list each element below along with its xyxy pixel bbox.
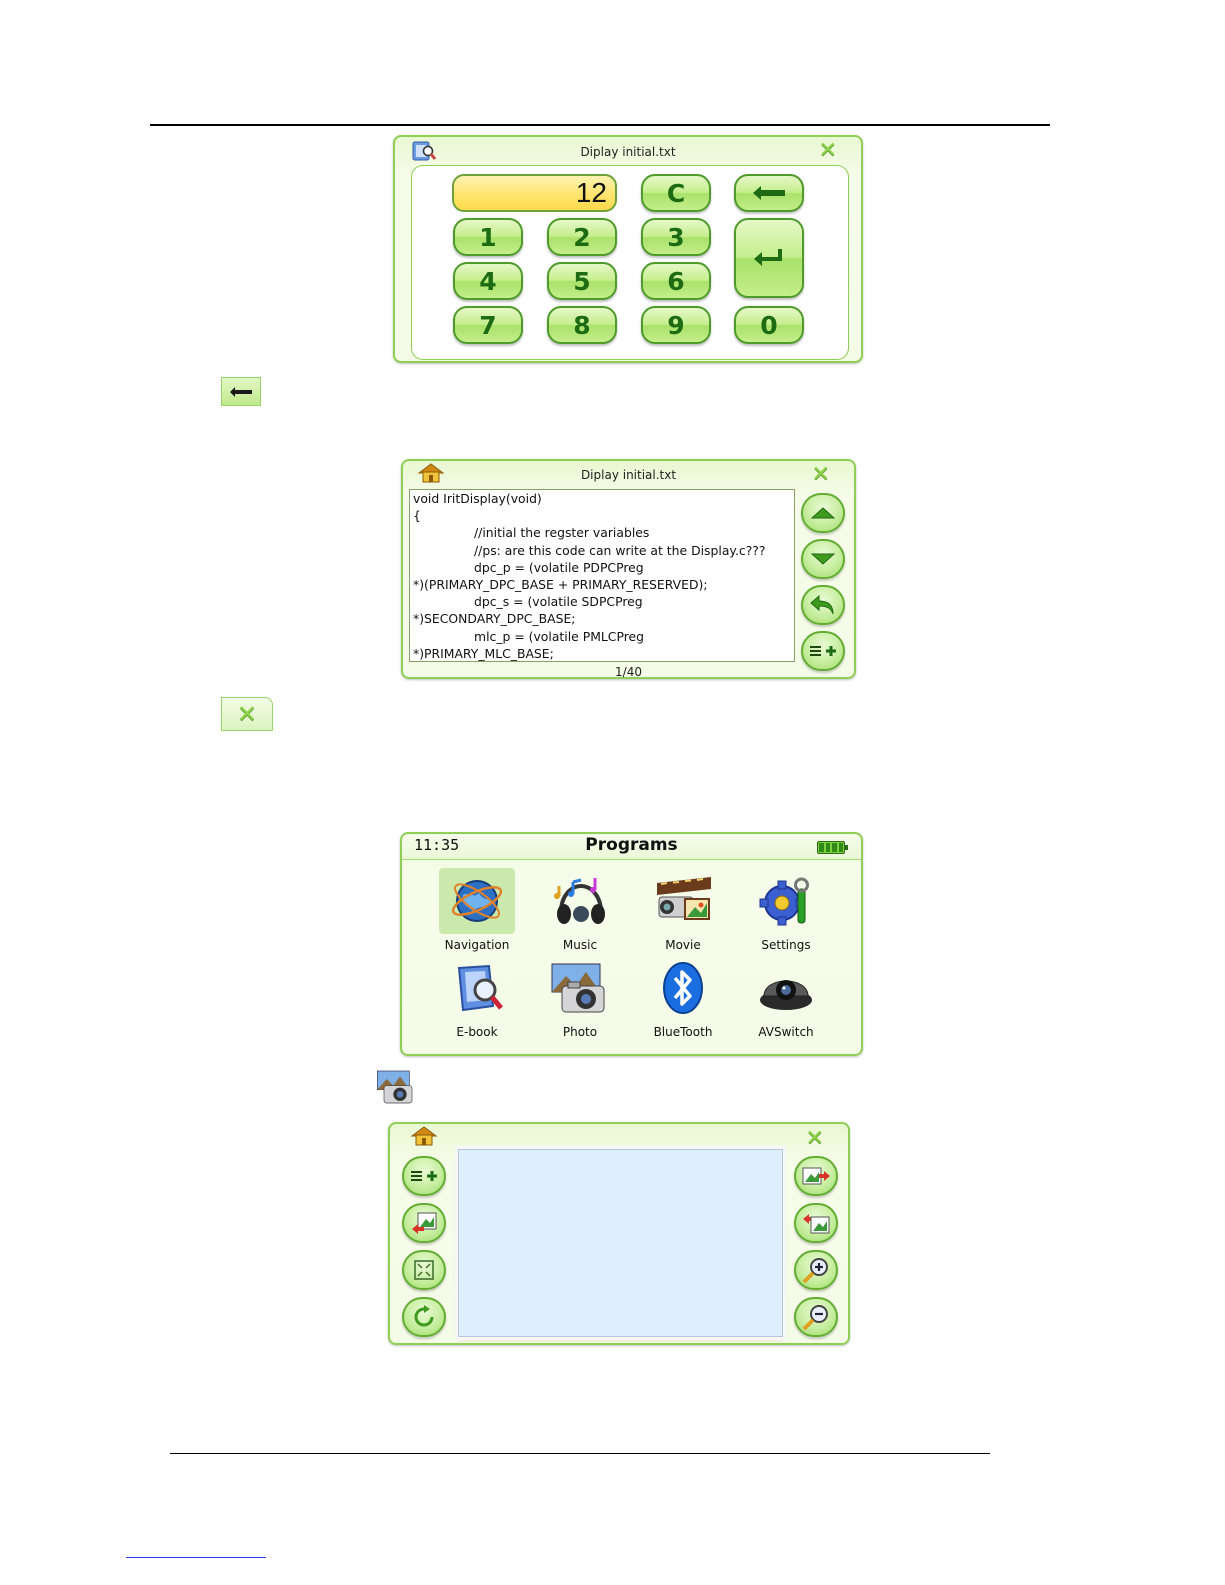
footer-rule	[170, 1453, 990, 1454]
clear-key[interactable]: C	[641, 174, 711, 212]
photo-viewer-window	[388, 1122, 850, 1345]
image-next-icon	[801, 1211, 831, 1235]
key-1[interactable]: 1	[453, 218, 523, 256]
photo-camera-icon	[550, 960, 610, 1016]
app-label: Movie	[665, 938, 701, 952]
text-line: *)PRIMARY_MLC_BASE;	[413, 645, 554, 661]
text-line: dpc_p = (volatile PDPCPreg	[474, 559, 644, 575]
backspace-icon	[221, 377, 261, 406]
text-line: *)(PRIMARY_DPC_BASE + PRIMARY_RESERVED);	[413, 577, 708, 593]
key-2[interactable]: 2	[547, 218, 617, 256]
close-icon: ✕	[221, 697, 273, 731]
music-icon	[551, 872, 609, 930]
zoom-out-button[interactable]	[794, 1297, 838, 1337]
text-line: void IritDisplay(void)	[413, 491, 542, 506]
movie-camera-icon	[651, 873, 715, 929]
backspace-key[interactable]	[734, 174, 804, 212]
text-content[interactable]	[409, 489, 795, 662]
back-button[interactable]	[801, 585, 845, 625]
text-viewer-window	[401, 459, 856, 679]
app-label: Settings	[761, 938, 811, 952]
window-title: Diplay initial.txt	[580, 468, 677, 482]
backspace-arrow-icon	[751, 184, 787, 202]
app-label: E-book	[456, 1025, 498, 1039]
app-movie[interactable]	[633, 868, 733, 952]
image-import-icon	[801, 1164, 831, 1188]
photo-canvas[interactable]	[458, 1149, 783, 1337]
number-display: 12	[452, 174, 617, 212]
rotate-icon	[412, 1305, 436, 1329]
globe-icon	[449, 873, 505, 929]
app-label: AVSwitch	[758, 1025, 814, 1039]
header-rule	[150, 124, 1050, 126]
bluetooth-icon	[660, 960, 706, 1016]
playlist-add-button[interactable]	[402, 1156, 446, 1196]
enter-arrow-icon	[752, 247, 786, 269]
text-line: //initial the regster variables	[474, 525, 650, 541]
app-label: Navigation	[444, 938, 510, 952]
key-6[interactable]: 6	[641, 262, 711, 300]
zoom-in-icon	[801, 1256, 831, 1284]
undo-arrow-icon	[809, 594, 837, 616]
app-label: Music	[562, 938, 598, 952]
scroll-up-button[interactable]	[801, 493, 845, 533]
app-avswitch[interactable]	[736, 955, 836, 1039]
image-previous-icon	[410, 1211, 438, 1235]
previous-image-button[interactable]	[402, 1203, 446, 1243]
photo-camera-icon	[376, 1067, 416, 1111]
footer-link-underline	[126, 1557, 266, 1558]
text-line: mlc_p = (volatile PMLCPreg	[474, 628, 645, 644]
import-image-button[interactable]	[794, 1156, 838, 1196]
fit-screen-button[interactable]	[402, 1250, 446, 1290]
list-add-icon	[410, 1168, 438, 1184]
security-camera-icon	[757, 960, 815, 1016]
app-bluetooth[interactable]	[633, 955, 733, 1039]
text-line: {	[413, 508, 421, 524]
key-7[interactable]: 7	[453, 306, 523, 344]
app-settings[interactable]	[736, 868, 836, 952]
page-title: Programs	[585, 835, 678, 855]
triangle-down-icon	[810, 552, 836, 566]
fit-screen-icon	[413, 1259, 435, 1281]
key-4[interactable]: 4	[453, 262, 523, 300]
app-navigation[interactable]	[427, 868, 527, 952]
key-5[interactable]: 5	[547, 262, 617, 300]
zoom-in-button[interactable]	[794, 1250, 838, 1290]
app-music[interactable]	[530, 868, 630, 952]
zoom-out-icon	[801, 1303, 831, 1331]
text-line: dpc_s = (volatile SDPCPreg	[474, 594, 643, 610]
key-0[interactable]: 0	[734, 306, 804, 344]
app-label: BlueTooth	[653, 1025, 713, 1039]
key-3[interactable]: 3	[641, 218, 711, 256]
app-ebook[interactable]	[427, 955, 527, 1039]
keypad-window	[393, 135, 863, 363]
text-line: //ps: are this code can write at the Display.c???	[474, 542, 766, 558]
programs-window	[400, 832, 863, 1056]
home-icon[interactable]	[410, 1125, 438, 1151]
ebook-icon	[449, 960, 505, 1016]
scroll-down-button[interactable]	[801, 539, 845, 579]
app-photo[interactable]	[530, 955, 630, 1039]
close-icon[interactable]: ✕	[818, 138, 837, 163]
status-bar	[402, 834, 861, 860]
close-icon[interactable]: ✕	[805, 1126, 824, 1151]
text-line: *)SECONDARY_DPC_BASE;	[413, 611, 576, 627]
battery-icon	[817, 841, 845, 854]
list-add-icon	[809, 643, 837, 659]
triangle-up-icon	[810, 506, 836, 520]
close-icon[interactable]: ✕	[811, 462, 830, 487]
app-label: Photo	[562, 1025, 598, 1039]
window-title: Diplay initial.txt	[580, 145, 676, 159]
next-image-button[interactable]	[794, 1203, 838, 1243]
page-indicator: 1/40	[615, 665, 642, 679]
rotate-button[interactable]	[402, 1297, 446, 1337]
key-9[interactable]: 9	[641, 306, 711, 344]
clock: 11:35	[414, 836, 460, 854]
key-8[interactable]: 8	[547, 306, 617, 344]
enter-key[interactable]	[734, 218, 804, 298]
settings-gear-icon	[758, 873, 814, 929]
